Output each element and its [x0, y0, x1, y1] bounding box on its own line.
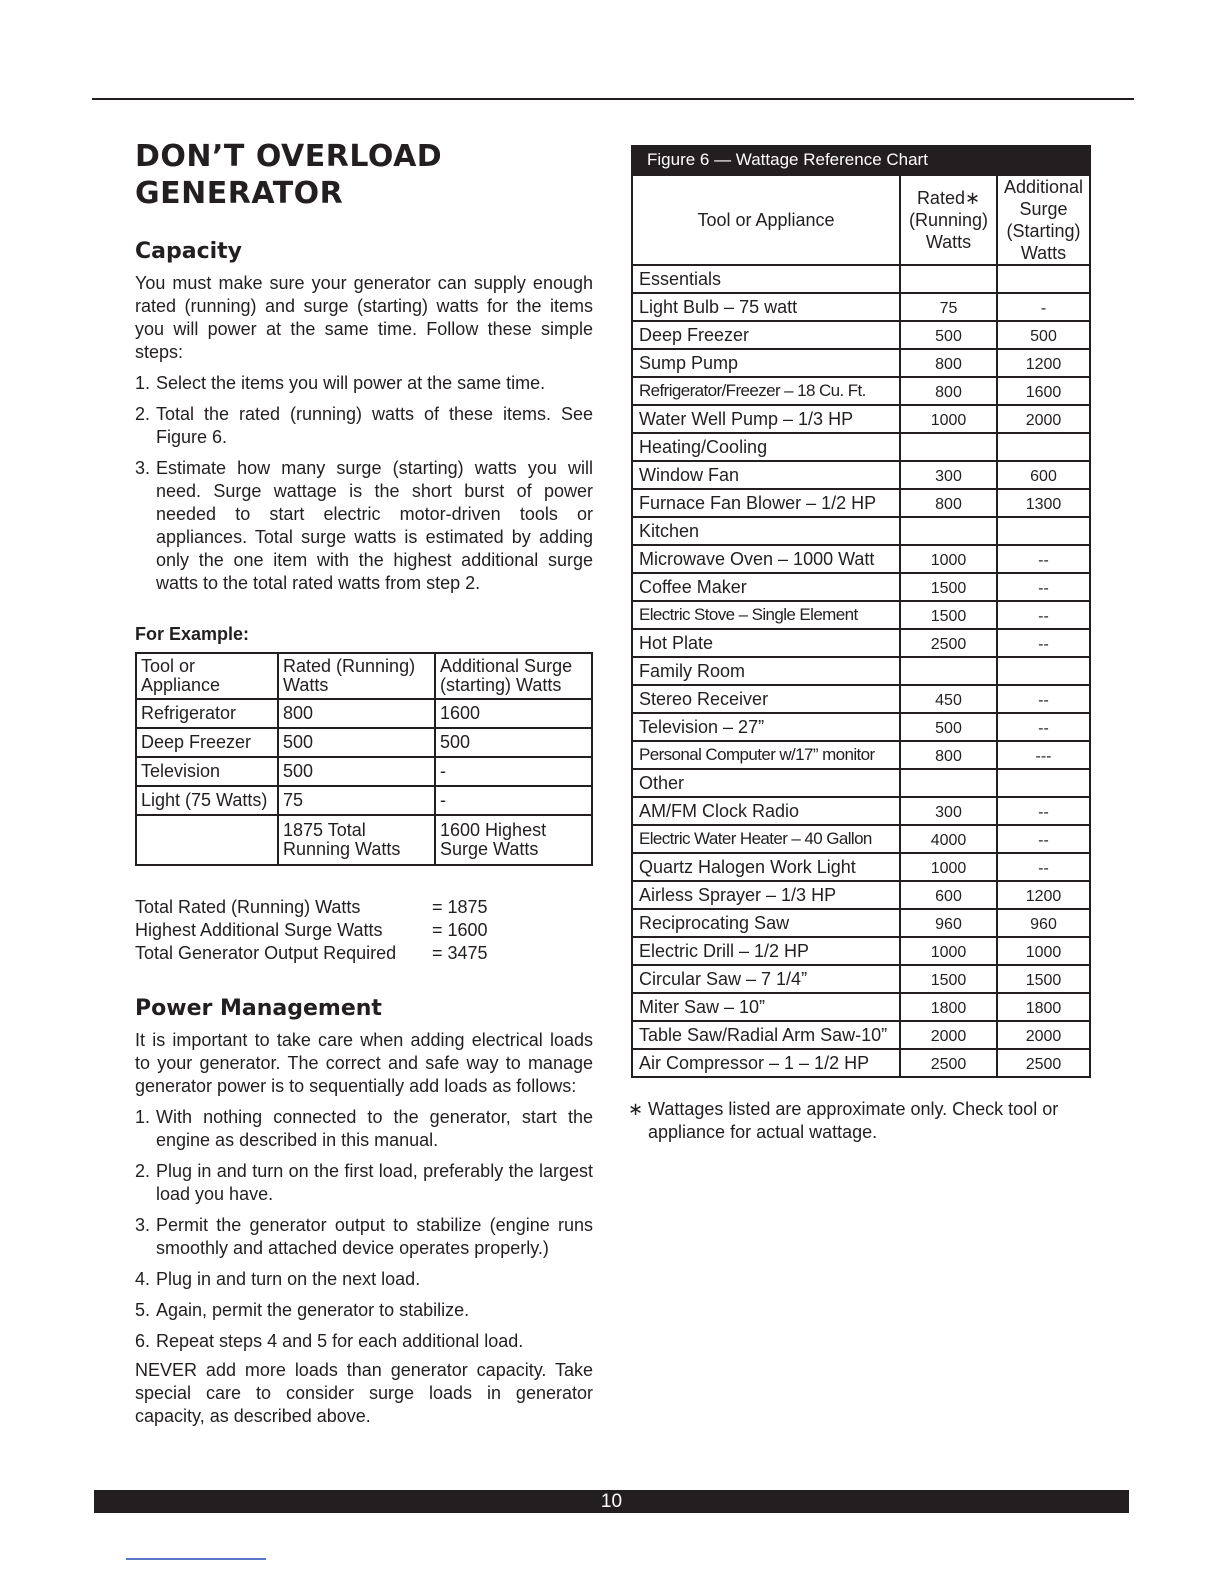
step-number: 1. — [135, 1107, 151, 1127]
table-row — [632, 293, 1090, 321]
table-row — [632, 489, 1090, 517]
list-item — [135, 403, 593, 449]
step-number: 3. — [135, 458, 151, 478]
list-item — [135, 1214, 593, 1260]
table-cell: Light (75 Watts) — [136, 786, 278, 815]
table-row — [632, 685, 1090, 713]
table-cell: Kitchen — [632, 517, 900, 545]
table-row — [632, 825, 1090, 853]
table-cell: Electric Drill – 1/2 HP — [632, 937, 900, 965]
step-number: 1. — [135, 373, 151, 393]
table-cell: 2000 — [900, 1021, 997, 1049]
table-row — [632, 321, 1090, 349]
table-cell: 1000 — [900, 853, 997, 881]
table-cell: Miter Saw – 10” — [632, 993, 900, 1021]
table-cell: 960 — [997, 909, 1090, 937]
table-cell: -- — [997, 685, 1090, 713]
table-cell: --- — [997, 741, 1090, 769]
summary-value: = 1600 — [432, 920, 488, 940]
example-title: For Example: — [135, 624, 250, 644]
table-cell: 2500 — [900, 629, 997, 657]
step-number: 2. — [135, 1161, 151, 1181]
table-row — [632, 881, 1090, 909]
step-number: 5. — [135, 1300, 151, 1320]
list-item — [135, 457, 593, 595]
table-row — [632, 853, 1090, 881]
table-cell — [900, 657, 997, 685]
table-cell: Heating/Cooling — [632, 433, 900, 461]
table-cell: 1500 — [900, 601, 997, 629]
table-cell: 500 — [900, 713, 997, 741]
table-cell: 75 — [900, 293, 997, 321]
list-item — [135, 1299, 593, 1322]
table-header-row — [136, 653, 592, 699]
table-cell: Reciprocating Saw — [632, 909, 900, 937]
table-cell: 500 — [278, 728, 435, 757]
table-cell: Other — [632, 769, 900, 797]
table-row — [632, 545, 1090, 573]
power-management-steps — [135, 1106, 593, 1353]
summary-row — [135, 919, 593, 942]
table-cell: 500 — [278, 757, 435, 786]
table-header-cell: Rated∗ (Running) Watts — [900, 175, 997, 265]
step-text: Select the items you will power at the same time. — [156, 373, 546, 393]
example-table — [135, 652, 593, 866]
table-cell: 500 — [997, 321, 1090, 349]
capacity-intro: You must make sure your generator can supply enough rated (running) and surge (starting) watts for the items you will power at the same time. Follow these simple steps: — [135, 273, 593, 362]
step-number: 2. — [135, 404, 151, 424]
table-cell: 1000 — [900, 405, 997, 433]
table-cell — [900, 769, 997, 797]
table-cell: -- — [997, 545, 1090, 573]
wattage-table — [631, 174, 1091, 1078]
table-cell — [997, 769, 1090, 797]
chart-title: Figure 6 — Wattage Reference Chart — [631, 145, 1091, 174]
table-cell: 1000 — [900, 937, 997, 965]
table-cell — [997, 517, 1090, 545]
step-text: Total the rated (running) watts of these items. See Figure 6. — [156, 404, 593, 447]
page-number-bar — [94, 1490, 1129, 1513]
step-text: Estimate how many surge (starting) watts you will need. Surge wattage is the short burst of power needed to start electric motor-driven tools or appliances. Total surge watts is estimated by adding only the one item with the highest additional surge watts to the total rated watts from step 2. — [156, 458, 593, 593]
table-cell: 300 — [900, 797, 997, 825]
table-cell — [900, 433, 997, 461]
step-text: Plug in and turn on the first load, preferably the largest load you have. — [156, 1161, 593, 1204]
table-cell: 800 — [900, 489, 997, 517]
table-cell: -- — [997, 853, 1090, 881]
table-cell: Water Well Pump – 1/3 HP — [632, 405, 900, 433]
table-cell: 1000 — [997, 937, 1090, 965]
capacity-steps — [135, 372, 593, 595]
step-text: Again, permit the generator to stabilize. — [156, 1300, 470, 1320]
table-cell: 2000 — [997, 1021, 1090, 1049]
table-cell: Table Saw/Radial Arm Saw-10” — [632, 1021, 900, 1049]
table-row — [632, 265, 1090, 293]
table-cell: 600 — [900, 881, 997, 909]
table-cell: -- — [997, 825, 1090, 853]
footnote — [628, 1098, 1110, 1144]
step-number: 4. — [135, 1269, 151, 1289]
table-cell: Deep Freezer — [632, 321, 900, 349]
summary-value: = 1875 — [432, 897, 488, 917]
table-cell — [136, 815, 278, 865]
table-cell: 2000 — [997, 405, 1090, 433]
list-item — [135, 1268, 593, 1291]
table-cell: 1600 — [435, 699, 592, 728]
table-cell: -- — [997, 601, 1090, 629]
table-cell: 1500 — [997, 965, 1090, 993]
table-row — [136, 728, 592, 757]
table-cell: 1600 Highest Surge Watts — [435, 815, 592, 865]
table-cell: 500 — [900, 321, 997, 349]
table-row — [136, 786, 592, 815]
table-cell: Air Compressor – 1 – 1/2 HP — [632, 1049, 900, 1077]
table-cell: - — [997, 293, 1090, 321]
table-cell: 1600 — [997, 377, 1090, 405]
table-row — [632, 657, 1090, 685]
table-header-cell: Tool or Appliance — [632, 175, 900, 265]
table-cell: -- — [997, 573, 1090, 601]
table-cell: -- — [997, 797, 1090, 825]
table-cell: Hot Plate — [632, 629, 900, 657]
list-item — [135, 1160, 593, 1206]
summary-row — [135, 896, 593, 919]
table-cell: -- — [997, 629, 1090, 657]
table-cell: 800 — [900, 377, 997, 405]
step-number: 6. — [135, 1331, 151, 1351]
power-management-closing: NEVER add more loads than generator capacity. Take special care to consider surge loads in generator capacity, as described above. — [135, 1360, 593, 1426]
step-number: 3. — [135, 1215, 151, 1235]
table-cell: 2500 — [997, 1049, 1090, 1077]
table-cell: AM/FM Clock Radio — [632, 797, 900, 825]
table-row — [632, 461, 1090, 489]
table-row — [632, 601, 1090, 629]
table-cell: Family Room — [632, 657, 900, 685]
table-cell: Personal Computer w/17” monitor — [632, 741, 900, 769]
left-column — [135, 138, 593, 1428]
table-row — [632, 741, 1090, 769]
table-row — [632, 349, 1090, 377]
table-row — [632, 629, 1090, 657]
table-cell: Airless Sprayer – 1/3 HP — [632, 881, 900, 909]
table-cell: - — [435, 757, 592, 786]
table-header-cell: Additional Surge (Starting) Watts — [997, 175, 1090, 265]
summary-label: Total Rated (Running) Watts — [135, 897, 361, 917]
table-cell: 1200 — [997, 881, 1090, 909]
table-cell: 960 — [900, 909, 997, 937]
table-cell: Circular Saw – 7 1/4” — [632, 965, 900, 993]
table-cell — [997, 433, 1090, 461]
step-text: Plug in and turn on the next load. — [156, 1269, 421, 1289]
table-cell: Quartz Halogen Work Light — [632, 853, 900, 881]
table-cell — [900, 517, 997, 545]
table-cell: Refrigerator/Freezer – 18 Cu. Ft. — [632, 377, 900, 405]
table-cell: 500 — [435, 728, 592, 757]
summary-row — [135, 942, 593, 965]
footnote-text: Wattages listed are approximate only. Check tool or appliance for actual wattage. — [648, 1099, 1059, 1142]
summary — [135, 896, 593, 965]
summary-label: Total Generator Output Required — [135, 943, 397, 963]
table-cell: 300 — [900, 461, 997, 489]
power-management-heading: Power Management — [135, 996, 382, 1021]
capacity-heading: Capacity — [135, 239, 243, 264]
power-management-intro: It is important to take care when adding electrical loads to your generator. The correct and safe way to manage generator power is to sequentially add loads as follows: — [135, 1030, 593, 1096]
table-cell: Window Fan — [632, 461, 900, 489]
page-number: 10 — [600, 1491, 623, 1512]
table-header-cell: Rated (Running) Watts — [278, 653, 435, 699]
table-row — [632, 573, 1090, 601]
table-cell: 800 — [278, 699, 435, 728]
list-item — [135, 1106, 593, 1152]
table-cell: 4000 — [900, 825, 997, 853]
table-cell: 800 — [900, 349, 997, 377]
table-row — [632, 433, 1090, 461]
table-cell: - — [435, 786, 592, 815]
table-cell: Television – 27” — [632, 713, 900, 741]
table-cell: 75 — [278, 786, 435, 815]
table-cell: 1800 — [900, 993, 997, 1021]
table-cell: 1800 — [997, 993, 1090, 1021]
table-row — [632, 993, 1090, 1021]
table-row — [632, 965, 1090, 993]
table-row — [632, 1021, 1090, 1049]
table-row — [632, 1049, 1090, 1077]
table-cell — [997, 657, 1090, 685]
table-cell: 1500 — [900, 573, 997, 601]
bottom-link-underline — [126, 1558, 266, 1560]
table-row — [632, 937, 1090, 965]
top-rule — [92, 98, 1134, 100]
table-cell: Coffee Maker — [632, 573, 900, 601]
step-text: Permit the generator output to stabilize (engine runs smoothly and attached device operates properly.) — [156, 1215, 593, 1258]
table-cell: 1875 Total Running Watts — [278, 815, 435, 865]
table-cell: Television — [136, 757, 278, 786]
table-cell: 1200 — [997, 349, 1090, 377]
list-item — [135, 372, 593, 395]
table-cell: 450 — [900, 685, 997, 713]
table-cell: Sump Pump — [632, 349, 900, 377]
table-header-cell: Additional Surge (starting) Watts — [435, 653, 592, 699]
table-cell — [997, 265, 1090, 293]
summary-label: Highest Additional Surge Watts — [135, 920, 383, 940]
table-row — [136, 699, 592, 728]
table-cell: Essentials — [632, 265, 900, 293]
table-cell: 600 — [997, 461, 1090, 489]
table-row — [136, 757, 592, 786]
summary-value: = 3475 — [432, 943, 488, 963]
wattage-reference-chart — [628, 145, 1091, 1144]
table-cell: Electric Stove – Single Element — [632, 601, 900, 629]
table-cell: Light Bulb – 75 watt — [632, 293, 900, 321]
table-total-row — [136, 815, 592, 865]
table-row — [632, 405, 1090, 433]
page-title: DON’T OVERLOAD GENERATOR — [135, 139, 443, 211]
table-cell: 800 — [900, 741, 997, 769]
table-cell — [900, 265, 997, 293]
table-row — [632, 769, 1090, 797]
table-cell: 1000 — [900, 545, 997, 573]
step-text: With nothing connected to the generator, start the engine as described in this manual. — [156, 1107, 593, 1150]
table-cell: Deep Freezer — [136, 728, 278, 757]
table-row — [632, 377, 1090, 405]
table-cell: Stereo Receiver — [632, 685, 900, 713]
table-row — [632, 517, 1090, 545]
table-cell: Furnace Fan Blower – 1/2 HP — [632, 489, 900, 517]
step-text: Repeat steps 4 and 5 for each additional load. — [156, 1331, 524, 1351]
table-cell: 1300 — [997, 489, 1090, 517]
list-item — [135, 1330, 593, 1353]
table-cell: Refrigerator — [136, 699, 278, 728]
table-cell: Electric Water Heater – 40 Gallon — [632, 825, 900, 853]
table-row — [632, 797, 1090, 825]
table-row — [632, 909, 1090, 937]
table-header-cell: Tool or Appliance — [136, 653, 278, 699]
table-cell: -- — [997, 713, 1090, 741]
table-row — [632, 713, 1090, 741]
table-cell: 2500 — [900, 1049, 997, 1077]
table-cell: Microwave Oven – 1000 Watt — [632, 545, 900, 573]
table-header-row — [632, 175, 1090, 265]
table-cell: 1500 — [900, 965, 997, 993]
footnote-marker: ∗ — [628, 1099, 644, 1119]
